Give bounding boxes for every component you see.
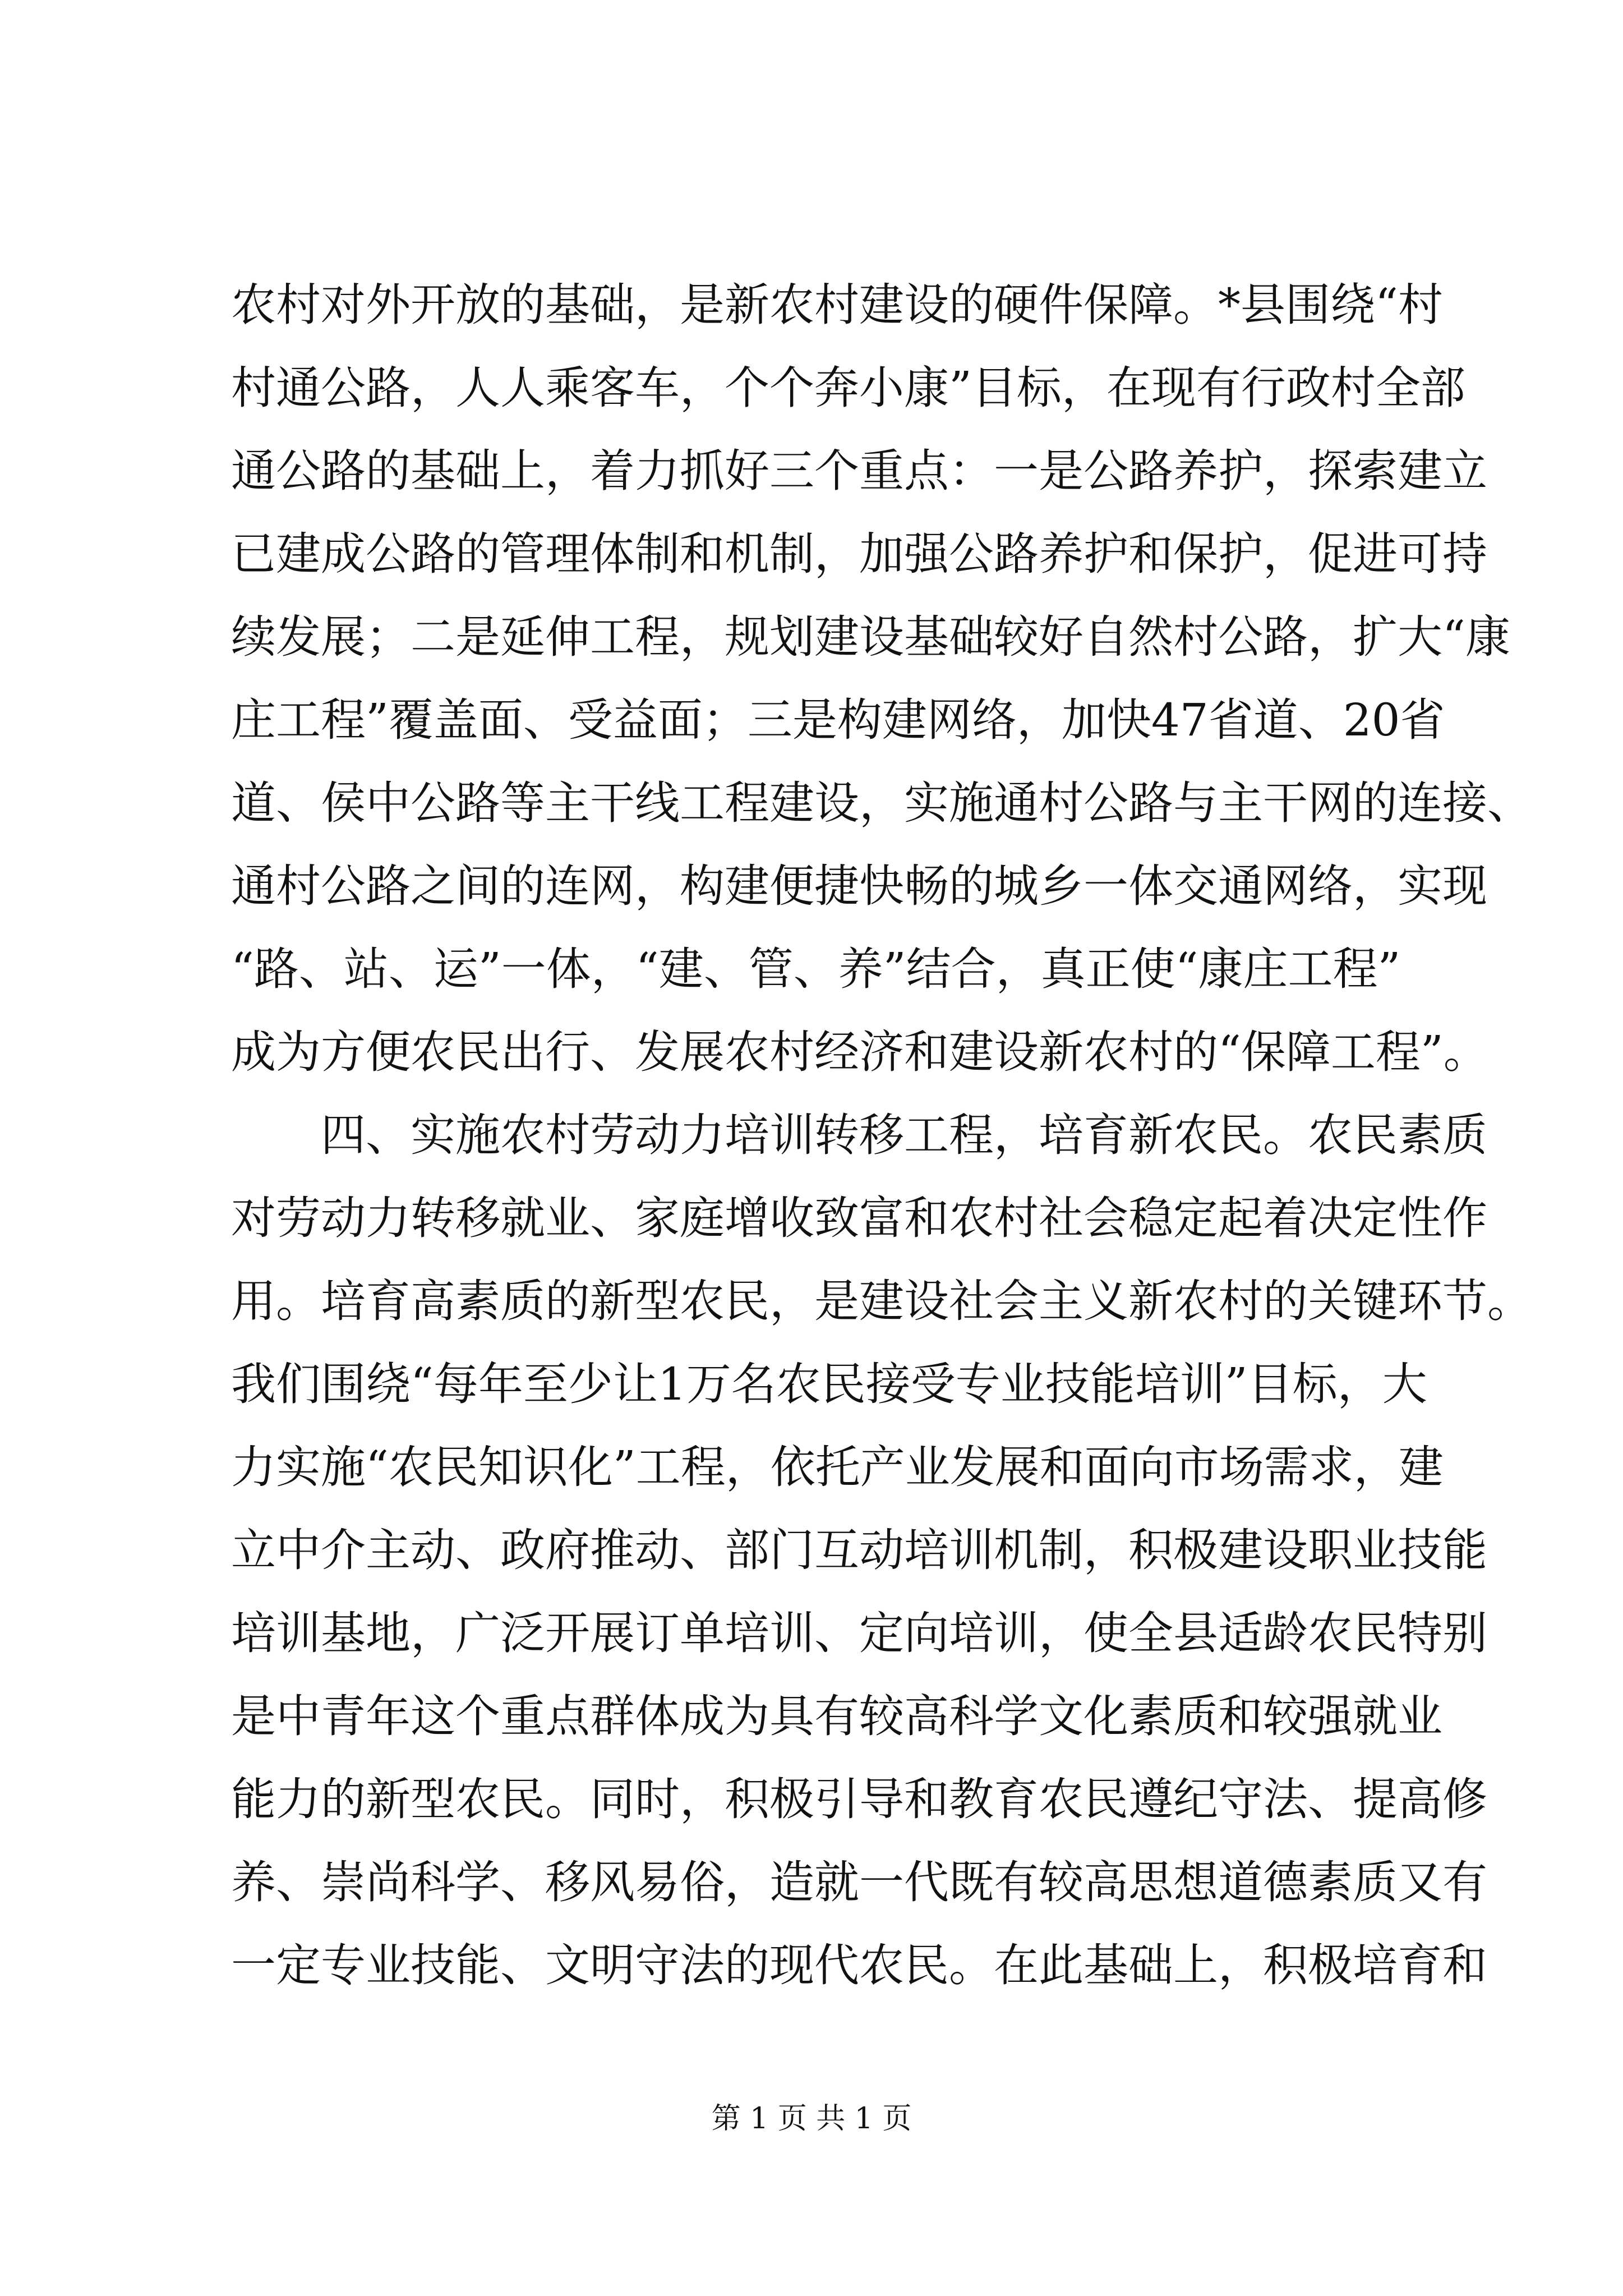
text-line: 道、侯中公路等主干线工程建设，实施通村公路与主干网的连接、 xyxy=(231,777,1532,829)
text-line: 庄工程”覆盖面、受益面；三是构建网络，加快47省道、20省 xyxy=(231,694,1445,746)
text-line: 村通公路，人人乘客车，个个奔小康”目标，在现有行政村全部 xyxy=(231,362,1465,414)
page-number-footer: 第 1 页 共 1 页 xyxy=(711,2102,912,2136)
text-line: 四、实施农村劳动力培训转移工程，培育新农民。农民素质 xyxy=(231,1109,1487,1161)
text-line: 我们围绕“每年至少让1万名农民接受专业技能培训”目标，大 xyxy=(231,1358,1427,1410)
text-line: 立中介主动、政府推动、部门互动培训机制，积极建设职业技能 xyxy=(231,1524,1487,1576)
text-line: 能力的新型农民。同时，积极引导和教育农民遵纪守法、提高修 xyxy=(231,1773,1487,1825)
text-line: 一定专业技能、文明守法的现代农民。在此基础上，积极培育和 xyxy=(231,1939,1487,1991)
text-line: 用。培育高素质的新型农民，是建设社会主义新农村的关键环节。 xyxy=(231,1275,1532,1327)
text-line: 是中青年这个重点群体成为具有较高科学文化素质和较强就业 xyxy=(231,1690,1442,1742)
text-line: 通公路的基础上，着力抓好三个重点：一是公路养护，探索建立 xyxy=(231,445,1487,497)
text-line: 已建成公路的管理体制和机制，加强公路养护和保护，促进可持 xyxy=(231,528,1487,580)
text-line: 通村公路之间的连网，构建便捷快畅的城乡一体交通网络，实现 xyxy=(231,860,1487,912)
text-line: 养、崇尚科学、移风易俗，造就一代既有较高思想道德素质又有 xyxy=(231,1856,1487,1908)
text-line: 成为方便农民出行、发展农村经济和建设新农村的“保障工程”。 xyxy=(231,1026,1488,1078)
text-line: 力实施“农民知识化”工程，依托产业发展和面向市场需求，建 xyxy=(231,1441,1444,1493)
text-line: “路、站、运”一体，“建、管、养”结合，真正使“康庄工程” xyxy=(231,943,1401,995)
text-line: 续发展；二是延伸工程，规划建设基础较好自然村公路，扩大“康 xyxy=(231,611,1510,663)
text-line: 对劳动力转移就业、家庭增收致富和农村社会稳定起着决定性作 xyxy=(231,1192,1487,1244)
text-line: 培训基地，广泛开展订单培训、定向培训，使全县适龄农民特别 xyxy=(231,1607,1487,1659)
text-line: 农村对外开放的基础，是新农村建设的硬件保障。*县围绕“村 xyxy=(231,279,1443,331)
body-text xyxy=(231,264,1532,2007)
